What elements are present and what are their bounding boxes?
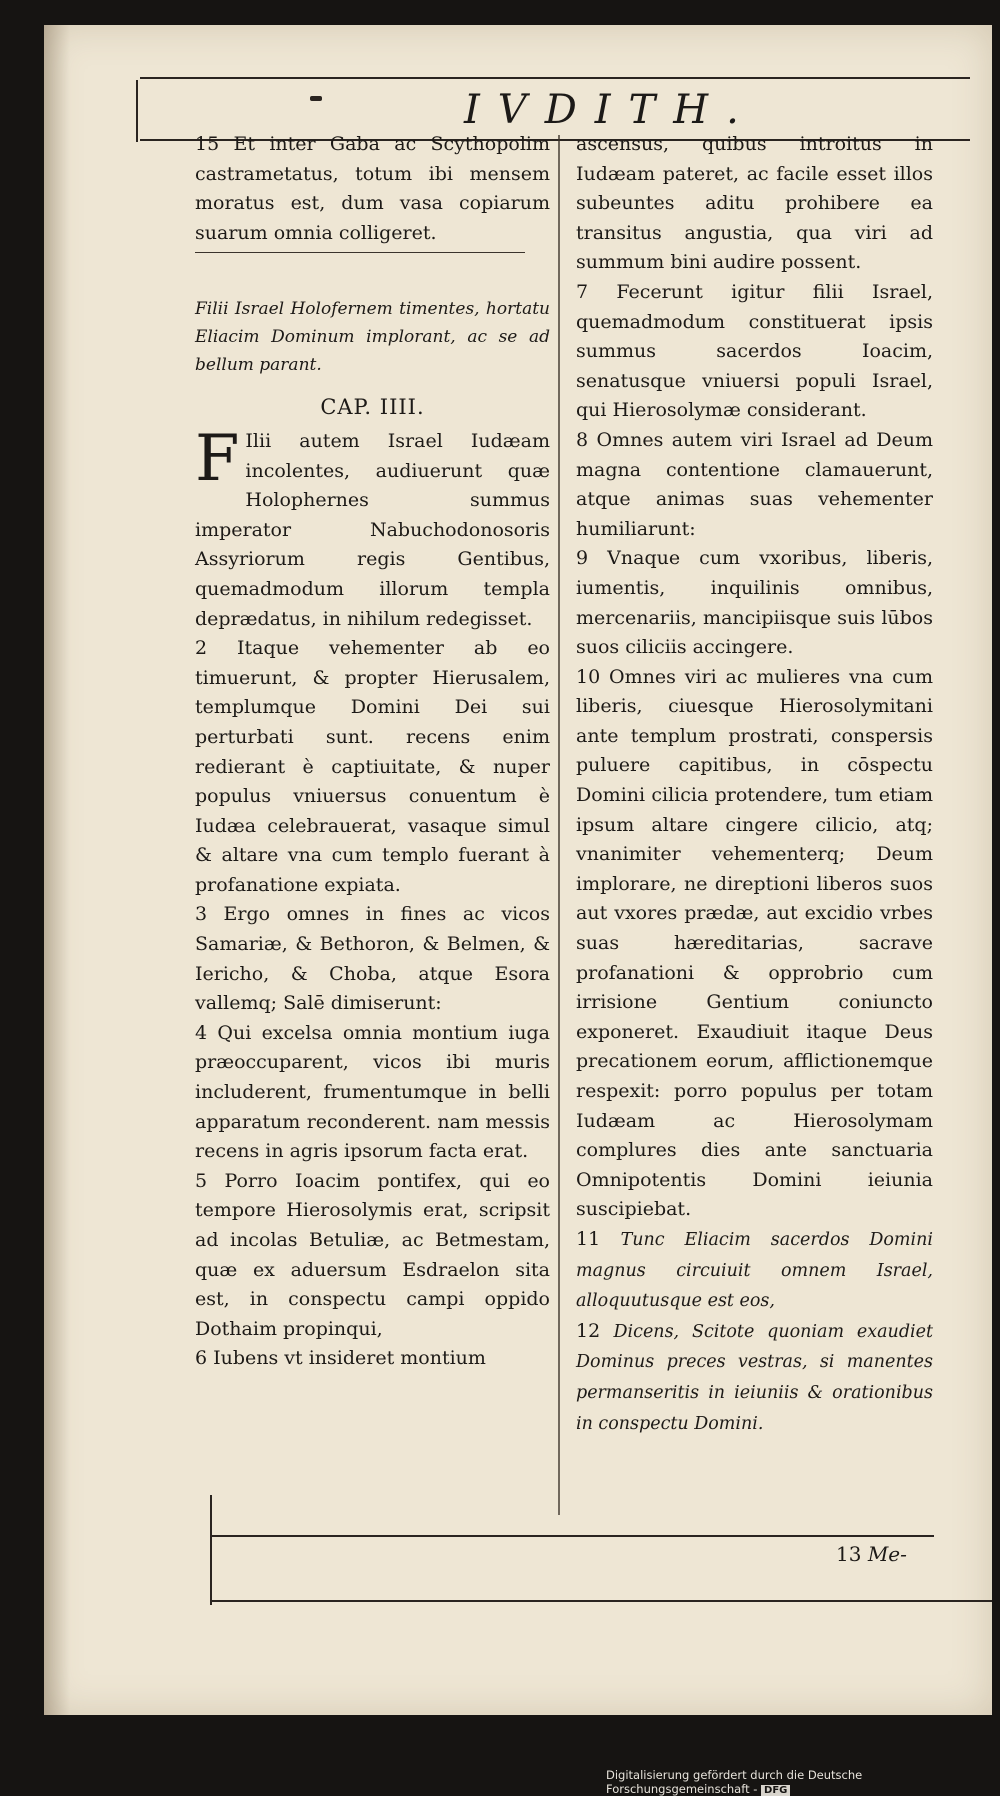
verse-6-continued: ascensus, quibus introitus in Iudæam pateret, ac facile esset illos subeuntes aditu prohibere ea transitus angustia, qua viri ad summum bini audire possent. [576,133,933,274]
header-rule-top [140,77,970,79]
verse-7: 7 Fecerunt igitur filii Israel, quemadmodum constituerat ipsis summus sacerdos Ioacim, senatusque vniuersi populi Israel, qui Hierosolymæ considerant. [576,280,933,422]
header-ornament-mark [310,96,322,101]
verse-4: 4 Qui excelsa omnia montium iuga præoccuparent, vicos ibi muris includerent, frumentumque in belli apparatum reconderent. nam messis recens in agris ipsorum facta erat. [195,1021,550,1163]
verse-15: 15 Et inter Gaba ac Scythopolim castrametatus, totum ibi mensem moratus est, dum vasa copiarum suarum omnia colligeret. [195,133,550,244]
verse-9: 9 Vnaque cum vxoribus, liberis, iumentis, inquilinis omnibus, mercenariis, mancipiisque suis lūbos suos ciliciis accingere. [576,547,933,659]
chapter-opening [195,421,550,634]
dfg-logo: DFG [761,1785,790,1796]
catchword-text: Me- [867,1542,907,1566]
chapter-heading: CAP. IIII. [320,395,425,420]
drop-cap: F [195,421,240,496]
verse-12 [576,1317,933,1439]
left-column [195,130,550,1374]
column-divider [558,135,560,1515]
verse-12-text: Dicens, Scitote quoniam exaudiet Dominus preces vestras, si manentes permanseritis in ieiuniis & orationibus in conspectu Domini. [576,1321,934,1434]
footer-rule [210,1535,934,1537]
page-gutter-shadow [44,25,70,1715]
right-column [576,130,933,1439]
opening-text: Ilii autem Israel Iudæam incolentes, audiuerunt quæ Holophernes summus imperator Nabuchodonosoris Assyriorum regis Gentibus, quemadmodum illorum templa deprædatus, in nihilum redegisset. [195,429,550,630]
digitization-credit [606,1768,1000,1796]
catchword-number: 13 [836,1542,862,1566]
verse-8: 8 Omnes autem viri Israel ad Deum magna contentione clamauerunt, atque animas suas vehementer humiliarunt: [576,428,933,540]
footer-rule-lower [210,1600,992,1602]
credit-text: Digitalisierung gefördert durch die Deutsche Forschungsgemeinschaft - [606,1768,863,1796]
verse-11 [576,1225,933,1317]
verse-5: 5 Porro Ioacim pontifex, qui eo tempore Hierosolymis erat, scripsit ad incolas Betuliæ, ac Betmestam, quæ ex aduersum Esdraelon sita est, in conspectu campi oppido Dothaim propinqui, [195,1169,550,1340]
running-head: IVDITH. [464,87,757,133]
verse-6-start: 6 Iubens vt insideret montium [195,1347,486,1370]
verse-11-text: Tunc Eliacim sacerdos Domini magnus circuiuit omnem Israel, alloquutusque est eos, [576,1229,933,1312]
verse-12-number: 12 [576,1319,601,1342]
summary-rule [195,252,525,253]
verse-11-number: 11 [576,1227,601,1250]
header-left-bar [136,80,138,142]
chapter-summary: Filii Israel Holofernem timentes, hortatu Eliacim Dominum implorant, ac se ad bellum parant. [195,299,550,376]
verse-3: 3 Ergo omnes in fines ac vicos Samariæ, & Bethoron, & Belmen, & Iericho, & Choba, atque Esora vallemq; Salē dimiserunt: [195,903,550,1015]
footer-left-bar [210,1495,212,1605]
verse-2: 2 Itaque vehementer ab eo timuerunt, & propter Hierusalem, templumque Domini Dei sui perturbati sunt. recens enim redierant è captiuitate, & nuper populus vniuersus conuentum è Iudæa celebrauerat, vasaque simul & altare vna cum templo fuerant à profanatione expiata. [195,637,550,896]
verse-10: 10 Omnes viri ac mulieres vna cum liberis, ciuesque Hierosolymitani ante templum prostrati, conspersis puluere capitibus, in cōspectu Domini cilicia protendere, tum etiam ipsum altare cingere cilicio, atq; vnanimiter vehementerq; Deum implorare, ne direptioni liberos suos aut vxores prædæ, aut excidio vrbes suas hæreditarias, sacrave profanationi & opprobrio cum irrisione Gentium coniuncto exponeret. Exaudiuit itaque Deus precationem eorum, afflictionemque respexit: porro populus per totam Iudæam ac Hierosolymam complures dies ante sanctuaria Omnipotentis Domini ieiunia suscipiebat. [576,665,933,1221]
catchword [836,1542,907,1566]
